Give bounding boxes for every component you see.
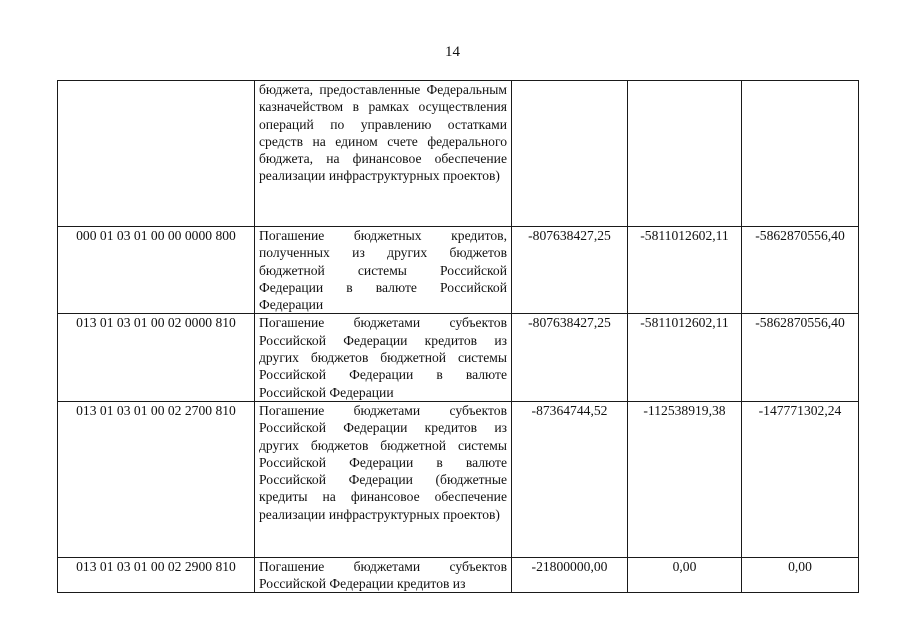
budget-code-cell: 013 01 03 01 00 02 2700 810	[58, 401, 255, 557]
value-cell-year-2: -112538919,38	[628, 401, 742, 557]
table-row	[58, 557, 859, 592]
budget-code-cell: 000 01 03 01 00 00 0000 800	[58, 227, 255, 314]
value-cell-year-3: 0,00	[742, 557, 859, 592]
value-cell-year-2: -5811012602,11	[628, 314, 742, 401]
budget-code-cell: 013 01 03 01 00 02 0000 810	[58, 314, 255, 401]
value-cell-year-1	[512, 81, 628, 227]
table-row	[58, 227, 859, 314]
description-cell: бюджета, предоставленные Федеральным казначейством в рамках осуществления операций по управлению остатками средств на едином счете федерального бюджета, на финансовое обеспечение реализации инфраструктурных проектов)	[255, 81, 512, 227]
value-cell-year-1: -21800000,00	[512, 557, 628, 592]
value-cell-year-3: -147771302,24	[742, 401, 859, 557]
value-cell-year-2	[628, 81, 742, 227]
description-cell	[255, 557, 512, 592]
budget-code-cell: 013 01 03 01 00 02 2900 810	[58, 557, 255, 592]
budget-table	[57, 80, 859, 593]
description-cell: Погашение бюджетами субъектов Российской Федерации кредитов из других бюджетов бюджетной системы Российской Федерации в валюте Российской Федерации (бюджетные кредиты на финансовое обеспечение реализации инфраструктурных проектов)	[255, 401, 512, 557]
budget-code-cell	[58, 81, 255, 227]
description-cell: Погашение бюджетных кредитов, полученных из других бюджетов бюджетной системы Российской Федерации в валюте Российской Федерации	[255, 227, 512, 314]
description-text: Погашение бюджетами субъектов Российской Федерации кредитов из	[259, 558, 507, 592]
table-row	[58, 401, 859, 557]
table-row	[58, 81, 859, 227]
value-cell-year-1: -807638427,25	[512, 227, 628, 314]
value-cell-year-3: -5862870556,40	[742, 227, 859, 314]
description-cell: Погашение бюджетами субъектов Российской Федерации кредитов из других бюджетов бюджетной системы Российской Федерации в валюте Российской Федерации	[255, 314, 512, 401]
value-cell-year-1: -807638427,25	[512, 314, 628, 401]
value-cell-year-2: -5811012602,11	[628, 227, 742, 314]
value-cell-year-1: -87364744,52	[512, 401, 628, 557]
value-cell-year-3: -5862870556,40	[742, 314, 859, 401]
table-row	[58, 314, 859, 401]
page-number: 14	[445, 44, 460, 60]
value-cell-year-2: 0,00	[628, 557, 742, 592]
value-cell-year-3	[742, 81, 859, 227]
